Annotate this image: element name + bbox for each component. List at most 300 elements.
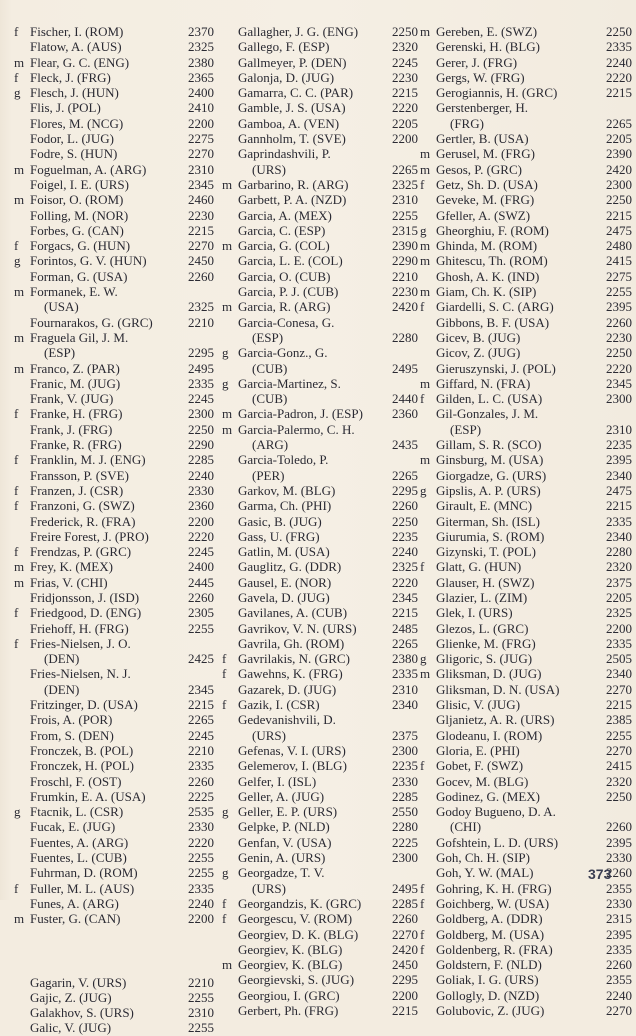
player-name: Fuster, G. (CAN) xyxy=(30,911,121,927)
player-name: Glisic, V. (JUG) xyxy=(436,697,521,713)
player-federation: (USA) xyxy=(44,299,79,315)
player-rating: 2400 xyxy=(188,559,214,575)
player-name: Garcia-Toledo, P. xyxy=(238,452,329,468)
player-title: m xyxy=(14,574,25,590)
player-rating: 2230 xyxy=(188,207,214,223)
player-entry xyxy=(14,85,214,100)
player-name: Getz, Sh. D. (USA) xyxy=(436,176,538,192)
player-name: Georgievski, S. (JUG) xyxy=(238,972,355,988)
player-title: g xyxy=(420,482,427,498)
player-rating: 2330 xyxy=(392,773,418,789)
player-name: Garcia-Martinez, S. xyxy=(238,375,341,391)
player-entry xyxy=(222,988,418,1003)
player-name: Gizynski, T. (POL) xyxy=(436,544,536,560)
player-name: Gliksman, D. N. (USA) xyxy=(436,681,560,697)
player-name: Geller, A. (JUG) xyxy=(238,788,325,804)
player-title: g xyxy=(222,345,229,361)
player-rating: 2240 xyxy=(188,895,214,911)
player-name: Flores, M. (NCG) xyxy=(30,115,124,131)
player-title: f xyxy=(222,895,227,911)
player-entry xyxy=(222,850,418,865)
player-entry xyxy=(222,452,418,483)
player-entry xyxy=(420,253,632,268)
player-rating: 2375 xyxy=(606,574,632,590)
player-name: Freire Forest, J. (PRO) xyxy=(30,528,149,544)
player-entry xyxy=(420,804,632,835)
player-entry xyxy=(420,789,632,804)
player-name: Geveke, M. (FRG) xyxy=(436,192,535,208)
player-name: Gillam, S. R. (SCO) xyxy=(436,437,542,453)
player-rating: 2330 xyxy=(188,482,214,498)
player-rating: 2420 xyxy=(606,161,632,177)
player-name: Goldstern, F. (NLD) xyxy=(436,957,542,973)
player-name: Frey, K. (MEX) xyxy=(30,559,113,575)
player-entry xyxy=(420,468,632,483)
player-rating: 2235 xyxy=(392,758,418,774)
player-name: Flatow, A. (AUS) xyxy=(30,39,122,55)
player-entry xyxy=(420,697,632,712)
player-entry xyxy=(222,636,418,651)
player-entry xyxy=(14,605,214,620)
player-entry xyxy=(14,284,214,315)
player-rating: 2330 xyxy=(606,895,632,911)
player-entry xyxy=(14,865,214,880)
player-rating: 2260 xyxy=(188,773,214,789)
player-rating: 2335 xyxy=(606,513,632,529)
player-rating: 2295 xyxy=(392,972,418,988)
player-name: Gerbert, Ph. (FRG) xyxy=(238,1003,339,1018)
player-rating: 2325 xyxy=(188,299,214,315)
player-rating: 2335 xyxy=(606,635,632,651)
player-entry xyxy=(14,666,214,697)
player-rating: 2255 xyxy=(188,1020,214,1036)
player-federation: (ESP) xyxy=(252,329,284,345)
player-entry xyxy=(420,330,632,345)
player-entry xyxy=(14,24,214,39)
player-federation: (CUB) xyxy=(252,360,288,376)
player-rating: 2265 xyxy=(392,635,418,651)
player-name: Goh, Y. W. (MAL) xyxy=(436,865,534,881)
player-name: Gesos, P. (GRC) xyxy=(436,161,522,177)
player-title: m xyxy=(14,329,25,345)
player-name: Gamarra, C. C. (PAR) xyxy=(238,85,354,101)
player-rating: 2215 xyxy=(606,697,632,713)
player-title: f xyxy=(222,911,227,927)
player-name: Funes, A. (ARG) xyxy=(30,895,119,911)
player-entry xyxy=(420,238,632,253)
player-federation: (DEN) xyxy=(44,681,80,697)
player-rating: 2275 xyxy=(606,268,632,284)
player-name: Frendzas, P. (GRC) xyxy=(30,544,132,560)
player-name: Froschl, F. (OST) xyxy=(30,773,122,789)
player-entry xyxy=(14,789,214,804)
player-entry xyxy=(222,24,418,39)
player-entry xyxy=(14,529,214,544)
player-entry xyxy=(420,636,632,651)
player-entry xyxy=(420,972,632,987)
player-entry xyxy=(14,223,214,238)
player-name: Garkov, M. (BLG) xyxy=(238,482,336,498)
player-name: Formanek, E. W. xyxy=(30,284,118,300)
player-rating: 2335 xyxy=(188,375,214,391)
player-name: Garbett, P. A. (NZD) xyxy=(238,192,347,208)
player-entry xyxy=(420,406,632,437)
player-entry xyxy=(222,819,418,834)
player-entry xyxy=(222,208,418,223)
player-rating: 2210 xyxy=(392,268,418,284)
player-title: f xyxy=(420,880,425,896)
player-name: Godinez, G. (MEX) xyxy=(436,788,540,804)
player-entry xyxy=(222,544,418,559)
player-rating: 2390 xyxy=(392,238,418,254)
player-name: Flis, J. (POL) xyxy=(30,100,101,116)
player-name: Foguelman, A. (ARG) xyxy=(30,161,147,177)
player-rating: 2415 xyxy=(606,253,632,269)
player-name: Ghitescu, Th. (ROM) xyxy=(436,253,548,269)
player-name: Goliak, I. G. (URS) xyxy=(436,972,539,988)
player-name: Gallego, F. (ESP) xyxy=(238,39,330,55)
player-entry xyxy=(420,957,632,972)
player-rating: 2220 xyxy=(392,100,418,116)
player-rating: 2220 xyxy=(392,574,418,590)
player-entry xyxy=(420,452,632,467)
player-entry xyxy=(14,116,214,131)
player-rating: 2260 xyxy=(606,819,632,835)
player-entry xyxy=(14,559,214,574)
player-federation: (ARG) xyxy=(252,437,289,453)
player-title: f xyxy=(420,559,425,575)
player-rating: 2295 xyxy=(392,482,418,498)
player-rating: 2330 xyxy=(606,850,632,866)
player-name: Fronczek, H. (POL) xyxy=(30,758,134,774)
player-rating: 2270 xyxy=(606,742,632,758)
player-name: Gfeller, A. (SWZ) xyxy=(436,207,531,223)
player-name: Gohring, K. H. (FRG) xyxy=(436,880,552,896)
player-entry xyxy=(222,712,418,743)
player-rating: 2420 xyxy=(392,299,418,315)
player-rating: 2280 xyxy=(392,329,418,345)
player-rating: 2215 xyxy=(188,222,214,238)
player-entry xyxy=(420,100,632,131)
player-name: Golubovic, Z. (JUG) xyxy=(436,1003,545,1018)
player-title: m xyxy=(14,559,25,575)
player-rating: 2505 xyxy=(606,651,632,667)
player-name: Gamboa, A. (VEN) xyxy=(238,115,340,131)
player-name: Georgiev, D. K. (BLG) xyxy=(238,926,359,942)
player-name: Fischer, I. (ROM) xyxy=(30,24,124,39)
player-title: m xyxy=(420,284,431,300)
player-entry xyxy=(222,498,418,513)
player-rating: 2425 xyxy=(188,651,214,667)
column-1 xyxy=(14,24,214,1036)
player-rating: 2235 xyxy=(392,528,418,544)
player-entry xyxy=(14,269,214,284)
player-rating: 2380 xyxy=(392,651,418,667)
player-name: Glodeanu, I. (ROM) xyxy=(436,727,543,743)
player-name: Frank, J. (FRG) xyxy=(30,421,113,437)
player-entry xyxy=(222,621,418,636)
player-rating: 2415 xyxy=(606,758,632,774)
player-rating: 2265 xyxy=(392,467,418,483)
player-name: Gloria, E. (PHI) xyxy=(436,742,520,758)
player-entry xyxy=(14,758,214,773)
player-rating: 2300 xyxy=(606,176,632,192)
player-rating: 2345 xyxy=(606,375,632,391)
player-entry xyxy=(420,162,632,177)
player-rating: 2230 xyxy=(606,329,632,345)
player-rating: 2270 xyxy=(188,238,214,254)
player-rating: 2220 xyxy=(606,360,632,376)
player-entry xyxy=(222,896,418,911)
player-rating: 2340 xyxy=(606,467,632,483)
player-rating: 2215 xyxy=(606,85,632,101)
player-rating: 2445 xyxy=(188,574,214,590)
player-entry xyxy=(222,406,418,421)
player-name: Gaprindashvili, P. xyxy=(238,146,331,162)
player-entry xyxy=(420,850,632,865)
player-entry xyxy=(222,575,418,590)
player-entry xyxy=(14,361,214,376)
player-entry xyxy=(14,544,214,559)
player-entry xyxy=(14,636,214,667)
player-name: Gofshtein, L. D. (URS) xyxy=(436,834,559,850)
player-rating: 2370 xyxy=(188,24,214,39)
player-rating: 2360 xyxy=(392,406,418,422)
player-name: Gannholm, T. (SVE) xyxy=(238,131,346,147)
player-name: Garcia, P. J. (CUB) xyxy=(238,284,339,300)
player-entry xyxy=(420,315,632,330)
player-entry xyxy=(420,758,632,773)
player-rating: 2440 xyxy=(392,391,418,407)
player-name: Gazik, I. (CSR) xyxy=(238,697,320,713)
player-name: Gibbons, B. F. (USA) xyxy=(436,314,550,330)
player-entry xyxy=(222,682,418,697)
player-entry xyxy=(222,865,418,896)
player-entry xyxy=(14,39,214,54)
player-title: m xyxy=(14,54,25,70)
player-name: Garcia, R. (ARG) xyxy=(238,299,331,315)
player-entry xyxy=(222,100,418,115)
player-entry xyxy=(420,437,632,452)
player-name: Gilden, L. C. (USA) xyxy=(436,391,543,407)
player-rating: 2245 xyxy=(188,391,214,407)
player-title: m xyxy=(14,192,25,208)
player-entry xyxy=(14,990,214,1005)
player-name: Giardelli, S. C. (ARG) xyxy=(436,299,554,315)
player-rating: 2255 xyxy=(188,989,214,1005)
player-title: m xyxy=(420,452,431,468)
player-rating: 2255 xyxy=(188,865,214,881)
player-name: Gollogly, D. (NZD) xyxy=(436,987,540,1003)
player-entry xyxy=(222,238,418,253)
player-entry xyxy=(420,911,632,926)
player-entry xyxy=(14,55,214,70)
player-name: Flesch, J. (HUN) xyxy=(30,85,119,101)
player-rating: 2260 xyxy=(392,498,418,514)
player-entry xyxy=(222,376,418,407)
player-entry xyxy=(420,498,632,513)
player-rating: 2355 xyxy=(606,972,632,988)
player-entry xyxy=(420,605,632,620)
player-entry xyxy=(222,1003,418,1018)
player-name: Gil-Gonzales, J. M. xyxy=(436,406,539,422)
player-entry xyxy=(420,712,632,727)
player-name: Georgadze, T. V. xyxy=(238,865,325,881)
player-entry xyxy=(420,559,632,574)
player-name: Gertler, B. (USA) xyxy=(436,131,529,147)
player-rating: 2210 xyxy=(188,314,214,330)
player-rating: 2395 xyxy=(606,299,632,315)
player-entry xyxy=(420,208,632,223)
player-title: f xyxy=(14,880,19,896)
player-name: Franke, H. (FRG) xyxy=(30,406,123,422)
player-name: Fuller, M. L. (AUS) xyxy=(30,880,135,896)
player-entry xyxy=(222,269,418,284)
player-title: f xyxy=(222,697,227,713)
player-rating: 2265 xyxy=(188,712,214,728)
player-rating: 2310 xyxy=(392,192,418,208)
player-name: Folling, M. (NOR) xyxy=(30,207,129,223)
player-name: Giorgadze, G. (URS) xyxy=(436,467,547,483)
player-title: m xyxy=(222,421,233,437)
player-entry xyxy=(420,299,632,314)
player-name: Gerusel, M. (FRG) xyxy=(436,146,535,162)
player-entry xyxy=(420,666,632,681)
player-entry xyxy=(14,177,214,192)
player-entry xyxy=(420,651,632,666)
player-rating: 2355 xyxy=(606,880,632,896)
player-entry xyxy=(420,575,632,590)
player-rating: 2200 xyxy=(606,620,632,636)
player-rating: 2200 xyxy=(188,115,214,131)
player-rating: 2385 xyxy=(606,712,632,728)
player-entry xyxy=(420,835,632,850)
player-entry xyxy=(14,850,214,865)
player-name: Franco, Z. (PAR) xyxy=(30,360,120,376)
player-federation: (ESP) xyxy=(44,345,76,361)
player-name: Fries-Nielsen, J. O. xyxy=(30,635,131,651)
player-entry xyxy=(14,975,214,990)
player-rating: 2450 xyxy=(392,957,418,973)
player-entry xyxy=(222,284,418,299)
player-name: Goldenberg, R. (FRA) xyxy=(436,941,553,957)
player-rating: 2245 xyxy=(392,54,418,70)
player-name: Fodre, S. (HUN) xyxy=(30,146,118,162)
player-title: f xyxy=(14,24,19,39)
player-rating: 2420 xyxy=(392,941,418,957)
player-rating: 2260 xyxy=(188,268,214,284)
player-rating: 2300 xyxy=(606,391,632,407)
player-title: m xyxy=(14,161,25,177)
player-rating: 2275 xyxy=(188,131,214,147)
player-rating: 2290 xyxy=(392,253,418,269)
player-entry xyxy=(222,666,418,681)
player-entry xyxy=(420,483,632,498)
player-rating: 2325 xyxy=(392,559,418,575)
player-rating: 2410 xyxy=(188,100,214,116)
player-name: Gauglitz, G. (DDR) xyxy=(238,559,342,575)
player-name: Garcia, A. (MEX) xyxy=(238,207,332,223)
player-entry xyxy=(14,253,214,268)
player-name: Gavrila, Gh. (ROM) xyxy=(238,635,345,651)
player-entry xyxy=(14,192,214,207)
player-rating: 2395 xyxy=(606,834,632,850)
player-name: Foigel, I. E. (URS) xyxy=(30,176,129,192)
player-entry xyxy=(14,1005,214,1020)
player-title: m xyxy=(420,666,431,682)
player-title: g xyxy=(420,222,427,238)
player-federation: (URS) xyxy=(252,727,286,743)
player-title: g xyxy=(222,804,229,820)
player-rating: 2345 xyxy=(188,176,214,192)
player-rating: 2280 xyxy=(606,544,632,560)
player-entry xyxy=(14,819,214,834)
player-name: Gavrikov, V. N. (URS) xyxy=(238,620,357,636)
player-rating: 2495 xyxy=(392,360,418,376)
player-name: Geller, E. P. (URS) xyxy=(238,804,338,820)
player-title: g xyxy=(14,804,21,820)
player-entry xyxy=(420,529,632,544)
player-name: Gajic, Z. (JUG) xyxy=(30,989,112,1005)
player-name: Gawehns, K. (FRG) xyxy=(238,666,343,682)
player-entry xyxy=(14,575,214,590)
player-entry xyxy=(14,835,214,850)
player-entry xyxy=(222,758,418,773)
player-entry xyxy=(14,70,214,85)
player-name: Godoy Bugueno, D. A. xyxy=(436,804,556,820)
player-title: m xyxy=(420,375,431,391)
player-name: Gerenski, H. (BLG) xyxy=(436,39,540,55)
player-rating: 2260 xyxy=(188,589,214,605)
player-rating: 2205 xyxy=(606,589,632,605)
player-entry xyxy=(14,881,214,896)
player-name: Gljanietz, A. R. (URS) xyxy=(436,712,555,728)
player-title: f xyxy=(420,391,425,407)
player-entry xyxy=(14,712,214,727)
player-rating: 2215 xyxy=(392,1003,418,1018)
player-rating: 2310 xyxy=(188,1005,214,1021)
player-name: Gasic, B. (JUG) xyxy=(238,513,322,529)
player-entry xyxy=(222,55,418,70)
player-entry xyxy=(14,437,214,452)
player-rating: 2395 xyxy=(606,452,632,468)
player-name: Garcia, G. (COL) xyxy=(238,238,330,254)
player-name: Gedevanishvili, D. xyxy=(238,712,336,728)
player-rating: 2230 xyxy=(392,69,418,85)
player-title: m xyxy=(420,24,431,39)
player-name: Galonja, D. (JUG) xyxy=(238,69,335,85)
player-name: Frias, V. (CHI) xyxy=(30,574,108,590)
player-rating: 2375 xyxy=(392,727,418,743)
player-rating: 2220 xyxy=(188,834,214,850)
player-name: Girault, E. (MNC) xyxy=(436,498,533,514)
player-entry xyxy=(14,896,214,911)
player-rating: 2320 xyxy=(392,39,418,55)
player-name: Georgiou, I. (GRC) xyxy=(238,987,340,1003)
player-name: From, S. (DEN) xyxy=(30,727,114,743)
player-entry xyxy=(420,85,632,100)
player-rating: 2250 xyxy=(606,345,632,361)
player-name: Fuentes, A. (ARG) xyxy=(30,834,129,850)
page-number: 373 xyxy=(588,866,612,882)
player-entry xyxy=(420,131,632,146)
player-rating: 2285 xyxy=(392,895,418,911)
player-entry xyxy=(14,468,214,483)
player-rating: 2265 xyxy=(392,161,418,177)
player-rating: 2290 xyxy=(188,437,214,453)
player-rating: 2215 xyxy=(392,85,418,101)
player-rating: 2210 xyxy=(188,974,214,990)
